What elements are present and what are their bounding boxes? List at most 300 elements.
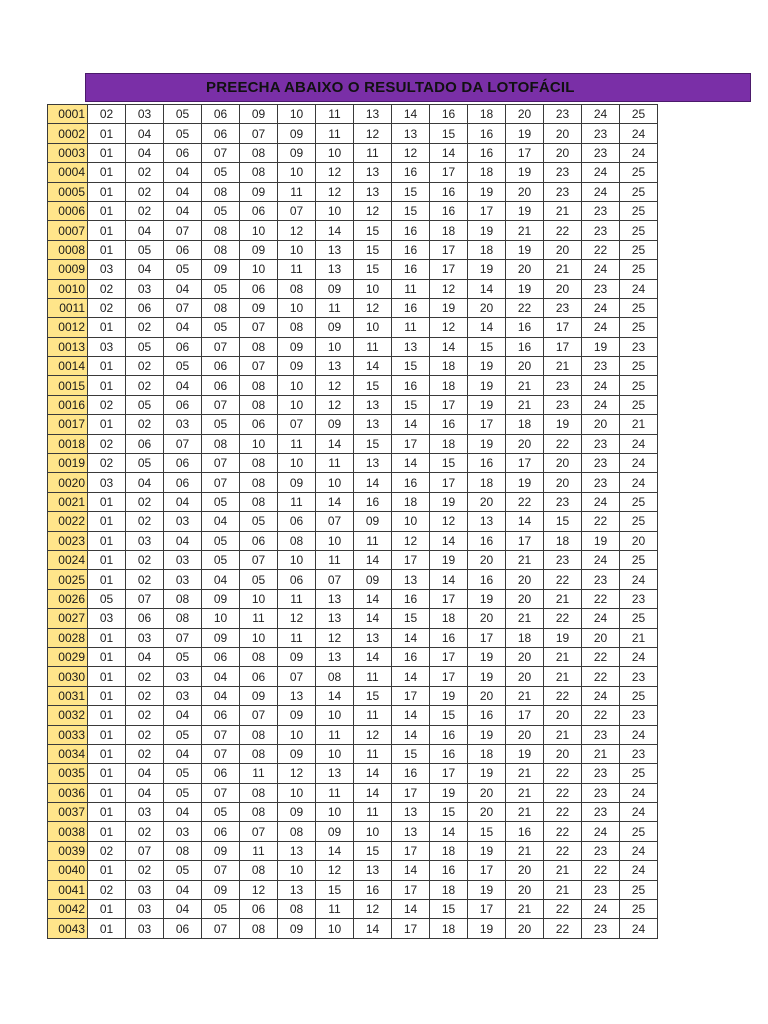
number-cell[interactable]: 06 (164, 395, 202, 414)
number-cell[interactable]: 12 (354, 298, 392, 317)
number-cell[interactable]: 08 (240, 919, 278, 938)
number-cell[interactable]: 24 (620, 473, 658, 492)
number-cell[interactable]: 15 (392, 201, 430, 220)
number-cell[interactable]: 12 (316, 376, 354, 395)
number-cell[interactable]: 18 (430, 880, 468, 899)
number-cell[interactable]: 25 (620, 298, 658, 317)
number-cell[interactable]: 11 (278, 434, 316, 453)
number-cell[interactable]: 10 (354, 318, 392, 337)
number-cell[interactable]: 25 (620, 492, 658, 511)
number-cell[interactable]: 23 (544, 105, 582, 124)
number-cell[interactable]: 20 (468, 609, 506, 628)
number-cell[interactable]: 17 (392, 783, 430, 802)
number-cell[interactable]: 04 (202, 512, 240, 531)
number-cell[interactable]: 19 (506, 163, 544, 182)
number-cell[interactable]: 19 (468, 667, 506, 686)
number-cell[interactable]: 24 (582, 395, 620, 414)
row-number[interactable]: 0011 (48, 298, 88, 317)
number-cell[interactable]: 02 (126, 667, 164, 686)
number-cell[interactable]: 03 (126, 803, 164, 822)
number-cell[interactable]: 15 (354, 240, 392, 259)
number-cell[interactable]: 24 (620, 143, 658, 162)
number-cell[interactable]: 20 (506, 105, 544, 124)
number-cell[interactable]: 19 (506, 473, 544, 492)
number-cell[interactable]: 24 (620, 841, 658, 860)
row-number[interactable]: 0014 (48, 357, 88, 376)
number-cell[interactable]: 11 (316, 900, 354, 919)
number-cell[interactable]: 07 (278, 415, 316, 434)
row-number[interactable]: 0019 (48, 454, 88, 473)
number-cell[interactable]: 01 (88, 667, 126, 686)
number-cell[interactable]: 08 (240, 725, 278, 744)
number-cell[interactable]: 24 (582, 298, 620, 317)
number-cell[interactable]: 19 (506, 744, 544, 763)
number-cell[interactable]: 25 (620, 357, 658, 376)
number-cell[interactable]: 24 (582, 609, 620, 628)
number-cell[interactable]: 07 (278, 201, 316, 220)
number-cell[interactable]: 02 (88, 298, 126, 317)
number-cell[interactable]: 23 (544, 376, 582, 395)
number-cell[interactable]: 02 (126, 744, 164, 763)
number-cell[interactable]: 11 (354, 667, 392, 686)
number-cell[interactable]: 11 (278, 182, 316, 201)
number-cell[interactable]: 17 (430, 647, 468, 666)
number-cell[interactable]: 18 (468, 105, 506, 124)
number-cell[interactable]: 13 (316, 647, 354, 666)
number-cell[interactable]: 02 (126, 201, 164, 220)
number-cell[interactable]: 22 (582, 706, 620, 725)
row-number[interactable]: 0041 (48, 880, 88, 899)
number-cell[interactable]: 13 (392, 570, 430, 589)
number-cell[interactable]: 09 (278, 706, 316, 725)
row-number[interactable]: 0039 (48, 841, 88, 860)
number-cell[interactable]: 18 (544, 531, 582, 550)
number-cell[interactable]: 13 (316, 260, 354, 279)
number-cell[interactable]: 08 (240, 803, 278, 822)
number-cell[interactable]: 01 (88, 531, 126, 550)
number-cell[interactable]: 08 (240, 783, 278, 802)
number-cell[interactable]: 13 (354, 163, 392, 182)
number-cell[interactable]: 25 (620, 764, 658, 783)
number-cell[interactable]: 20 (506, 667, 544, 686)
number-cell[interactable]: 16 (392, 589, 430, 608)
number-cell[interactable]: 05 (240, 512, 278, 531)
number-cell[interactable]: 13 (354, 415, 392, 434)
number-cell[interactable]: 13 (354, 105, 392, 124)
number-cell[interactable]: 06 (202, 764, 240, 783)
number-cell[interactable]: 01 (88, 201, 126, 220)
number-cell[interactable]: 02 (126, 492, 164, 511)
number-cell[interactable]: 15 (392, 395, 430, 414)
number-cell[interactable]: 16 (392, 260, 430, 279)
number-cell[interactable]: 10 (278, 550, 316, 569)
number-cell[interactable]: 19 (544, 628, 582, 647)
number-cell[interactable]: 11 (278, 492, 316, 511)
number-cell[interactable]: 14 (354, 609, 392, 628)
number-cell[interactable]: 04 (164, 880, 202, 899)
number-cell[interactable]: 15 (392, 609, 430, 628)
number-cell[interactable]: 02 (126, 415, 164, 434)
number-cell[interactable]: 20 (544, 240, 582, 259)
number-cell[interactable]: 17 (430, 667, 468, 686)
number-cell[interactable]: 01 (88, 706, 126, 725)
number-cell[interactable]: 22 (544, 783, 582, 802)
number-cell[interactable]: 10 (354, 822, 392, 841)
number-cell[interactable]: 12 (430, 279, 468, 298)
row-number[interactable]: 0036 (48, 783, 88, 802)
number-cell[interactable]: 06 (202, 357, 240, 376)
number-cell[interactable]: 14 (354, 919, 392, 938)
number-cell[interactable]: 25 (620, 221, 658, 240)
number-cell[interactable]: 15 (392, 357, 430, 376)
number-cell[interactable]: 20 (506, 182, 544, 201)
number-cell[interactable]: 13 (392, 803, 430, 822)
number-cell[interactable]: 01 (88, 240, 126, 259)
number-cell[interactable]: 20 (468, 492, 506, 511)
number-cell[interactable]: 08 (316, 667, 354, 686)
number-cell[interactable]: 01 (88, 803, 126, 822)
number-cell[interactable]: 18 (468, 744, 506, 763)
number-cell[interactable]: 10 (278, 240, 316, 259)
number-cell[interactable]: 17 (392, 841, 430, 860)
number-cell[interactable]: 04 (164, 376, 202, 395)
row-number[interactable]: 0004 (48, 163, 88, 182)
row-number[interactable]: 0013 (48, 337, 88, 356)
row-number[interactable]: 0028 (48, 628, 88, 647)
number-cell[interactable]: 04 (202, 667, 240, 686)
number-cell[interactable]: 12 (392, 143, 430, 162)
number-cell[interactable]: 17 (468, 628, 506, 647)
number-cell[interactable]: 12 (316, 861, 354, 880)
number-cell[interactable]: 15 (354, 686, 392, 705)
number-cell[interactable]: 08 (240, 473, 278, 492)
number-cell[interactable]: 21 (506, 395, 544, 414)
number-cell[interactable]: 17 (468, 415, 506, 434)
number-cell[interactable]: 19 (468, 434, 506, 453)
number-cell[interactable]: 04 (164, 744, 202, 763)
number-cell[interactable]: 05 (126, 454, 164, 473)
number-cell[interactable]: 17 (468, 900, 506, 919)
number-cell[interactable]: 05 (164, 124, 202, 143)
number-cell[interactable]: 07 (126, 589, 164, 608)
number-cell[interactable]: 10 (278, 376, 316, 395)
number-cell[interactable]: 19 (506, 124, 544, 143)
number-cell[interactable]: 10 (240, 221, 278, 240)
number-cell[interactable]: 22 (544, 686, 582, 705)
number-cell[interactable]: 06 (240, 279, 278, 298)
number-cell[interactable]: 12 (316, 163, 354, 182)
number-cell[interactable]: 14 (392, 667, 430, 686)
number-cell[interactable]: 05 (164, 647, 202, 666)
number-cell[interactable]: 10 (278, 105, 316, 124)
number-cell[interactable]: 08 (278, 822, 316, 841)
number-cell[interactable]: 10 (354, 279, 392, 298)
number-cell[interactable]: 13 (278, 841, 316, 860)
number-cell[interactable]: 05 (164, 783, 202, 802)
number-cell[interactable]: 10 (392, 512, 430, 531)
number-cell[interactable]: 10 (316, 803, 354, 822)
number-cell[interactable]: 08 (278, 900, 316, 919)
number-cell[interactable]: 05 (126, 240, 164, 259)
number-cell[interactable]: 13 (278, 686, 316, 705)
number-cell[interactable]: 16 (430, 105, 468, 124)
number-cell[interactable]: 18 (392, 492, 430, 511)
number-cell[interactable]: 24 (620, 279, 658, 298)
number-cell[interactable]: 23 (544, 163, 582, 182)
row-number[interactable]: 0023 (48, 531, 88, 550)
number-cell[interactable]: 02 (88, 434, 126, 453)
number-cell[interactable]: 12 (278, 764, 316, 783)
number-cell[interactable]: 03 (126, 105, 164, 124)
number-cell[interactable]: 10 (240, 260, 278, 279)
number-cell[interactable]: 06 (240, 667, 278, 686)
number-cell[interactable]: 12 (278, 221, 316, 240)
number-cell[interactable]: 25 (620, 318, 658, 337)
number-cell[interactable]: 18 (430, 841, 468, 860)
number-cell[interactable]: 04 (126, 473, 164, 492)
number-cell[interactable]: 16 (392, 376, 430, 395)
row-number[interactable]: 0031 (48, 686, 88, 705)
row-number[interactable]: 0012 (48, 318, 88, 337)
number-cell[interactable]: 17 (430, 589, 468, 608)
number-cell[interactable]: 23 (582, 803, 620, 822)
number-cell[interactable]: 23 (582, 221, 620, 240)
number-cell[interactable]: 02 (126, 357, 164, 376)
number-cell[interactable]: 09 (278, 473, 316, 492)
number-cell[interactable]: 05 (202, 415, 240, 434)
number-cell[interactable]: 10 (240, 628, 278, 647)
row-number[interactable]: 0029 (48, 647, 88, 666)
number-cell[interactable]: 05 (164, 260, 202, 279)
number-cell[interactable]: 02 (88, 105, 126, 124)
number-cell[interactable]: 25 (620, 376, 658, 395)
number-cell[interactable]: 13 (354, 861, 392, 880)
number-cell[interactable]: 01 (88, 764, 126, 783)
number-cell[interactable]: 04 (164, 492, 202, 511)
row-number[interactable]: 0009 (48, 260, 88, 279)
row-number[interactable]: 0038 (48, 822, 88, 841)
number-cell[interactable]: 21 (544, 589, 582, 608)
number-cell[interactable]: 16 (430, 744, 468, 763)
number-cell[interactable]: 24 (620, 434, 658, 453)
row-number[interactable]: 0024 (48, 550, 88, 569)
number-cell[interactable]: 18 (468, 240, 506, 259)
number-cell[interactable]: 09 (202, 589, 240, 608)
number-cell[interactable]: 03 (164, 667, 202, 686)
number-cell[interactable]: 07 (316, 570, 354, 589)
number-cell[interactable]: 02 (126, 550, 164, 569)
number-cell[interactable]: 07 (202, 473, 240, 492)
number-cell[interactable]: 25 (620, 880, 658, 899)
number-cell[interactable]: 02 (88, 279, 126, 298)
number-cell[interactable]: 11 (278, 628, 316, 647)
number-cell[interactable]: 15 (468, 822, 506, 841)
number-cell[interactable]: 03 (164, 686, 202, 705)
number-cell[interactable]: 16 (392, 764, 430, 783)
number-cell[interactable]: 14 (430, 337, 468, 356)
number-cell[interactable]: 20 (506, 725, 544, 744)
number-cell[interactable]: 20 (544, 706, 582, 725)
number-cell[interactable]: 06 (202, 124, 240, 143)
number-cell[interactable]: 19 (468, 647, 506, 666)
number-cell[interactable]: 21 (582, 744, 620, 763)
number-cell[interactable]: 16 (392, 221, 430, 240)
number-cell[interactable]: 02 (88, 841, 126, 860)
number-cell[interactable]: 25 (620, 182, 658, 201)
number-cell[interactable]: 09 (316, 822, 354, 841)
number-cell[interactable]: 11 (316, 298, 354, 317)
number-cell[interactable]: 16 (354, 880, 392, 899)
number-cell[interactable]: 16 (468, 706, 506, 725)
number-cell[interactable]: 20 (506, 434, 544, 453)
number-cell[interactable]: 09 (240, 686, 278, 705)
number-cell[interactable]: 14 (392, 725, 430, 744)
row-number[interactable]: 0005 (48, 182, 88, 201)
number-cell[interactable]: 23 (582, 841, 620, 860)
number-cell[interactable]: 15 (430, 454, 468, 473)
number-cell[interactable]: 08 (164, 589, 202, 608)
number-cell[interactable]: 25 (620, 163, 658, 182)
number-cell[interactable]: 16 (392, 240, 430, 259)
number-cell[interactable]: 19 (468, 725, 506, 744)
number-cell[interactable]: 14 (392, 454, 430, 473)
number-cell[interactable]: 06 (240, 415, 278, 434)
number-cell[interactable]: 11 (240, 764, 278, 783)
number-cell[interactable]: 19 (506, 279, 544, 298)
number-cell[interactable]: 09 (240, 298, 278, 317)
number-cell[interactable]: 20 (506, 919, 544, 938)
number-cell[interactable]: 20 (468, 803, 506, 822)
number-cell[interactable]: 21 (506, 609, 544, 628)
number-cell[interactable]: 08 (202, 240, 240, 259)
number-cell[interactable]: 24 (582, 492, 620, 511)
number-cell[interactable]: 23 (582, 764, 620, 783)
number-cell[interactable]: 23 (620, 744, 658, 763)
number-cell[interactable]: 07 (164, 628, 202, 647)
number-cell[interactable]: 14 (392, 900, 430, 919)
number-cell[interactable]: 14 (468, 279, 506, 298)
number-cell[interactable]: 07 (240, 318, 278, 337)
number-cell[interactable]: 05 (202, 900, 240, 919)
number-cell[interactable]: 01 (88, 861, 126, 880)
number-cell[interactable]: 10 (278, 861, 316, 880)
number-cell[interactable]: 06 (278, 570, 316, 589)
number-cell[interactable]: 09 (278, 337, 316, 356)
number-cell[interactable]: 05 (240, 570, 278, 589)
number-cell[interactable]: 19 (468, 764, 506, 783)
number-cell[interactable]: 14 (316, 841, 354, 860)
number-cell[interactable]: 23 (544, 298, 582, 317)
number-cell[interactable]: 10 (316, 744, 354, 763)
number-cell[interactable]: 07 (164, 221, 202, 240)
number-cell[interactable]: 16 (430, 182, 468, 201)
row-number[interactable]: 0022 (48, 512, 88, 531)
number-cell[interactable]: 09 (278, 124, 316, 143)
number-cell[interactable]: 19 (468, 841, 506, 860)
number-cell[interactable]: 09 (240, 105, 278, 124)
number-cell[interactable]: 21 (544, 667, 582, 686)
number-cell[interactable]: 17 (392, 919, 430, 938)
number-cell[interactable]: 23 (582, 279, 620, 298)
number-cell[interactable]: 04 (202, 686, 240, 705)
number-cell[interactable]: 22 (544, 919, 582, 938)
number-cell[interactable]: 20 (506, 647, 544, 666)
number-cell[interactable]: 12 (278, 609, 316, 628)
number-cell[interactable]: 15 (392, 744, 430, 763)
number-cell[interactable]: 10 (316, 706, 354, 725)
number-cell[interactable]: 03 (88, 260, 126, 279)
number-cell[interactable]: 19 (582, 337, 620, 356)
number-cell[interactable]: 24 (582, 163, 620, 182)
number-cell[interactable]: 22 (582, 512, 620, 531)
number-cell[interactable]: 13 (316, 764, 354, 783)
number-cell[interactable]: 21 (544, 357, 582, 376)
number-cell[interactable]: 17 (468, 201, 506, 220)
number-cell[interactable]: 05 (164, 861, 202, 880)
number-cell[interactable]: 02 (126, 182, 164, 201)
row-number[interactable]: 0032 (48, 706, 88, 725)
number-cell[interactable]: 07 (202, 919, 240, 938)
number-cell[interactable]: 23 (582, 880, 620, 899)
number-cell[interactable]: 23 (620, 667, 658, 686)
number-cell[interactable]: 08 (240, 454, 278, 473)
number-cell[interactable]: 21 (620, 628, 658, 647)
number-cell[interactable]: 21 (506, 221, 544, 240)
number-cell[interactable]: 04 (164, 201, 202, 220)
number-cell[interactable]: 24 (620, 647, 658, 666)
number-cell[interactable]: 03 (164, 822, 202, 841)
row-number[interactable]: 0001 (48, 105, 88, 124)
number-cell[interactable]: 02 (126, 376, 164, 395)
number-cell[interactable]: 09 (316, 318, 354, 337)
number-cell[interactable]: 21 (544, 647, 582, 666)
number-cell[interactable]: 08 (240, 337, 278, 356)
number-cell[interactable]: 09 (278, 143, 316, 162)
number-cell[interactable]: 03 (164, 415, 202, 434)
number-cell[interactable]: 01 (88, 182, 126, 201)
number-cell[interactable]: 06 (202, 706, 240, 725)
number-cell[interactable]: 07 (240, 822, 278, 841)
number-cell[interactable]: 24 (582, 822, 620, 841)
number-cell[interactable]: 07 (202, 454, 240, 473)
number-cell[interactable]: 23 (582, 919, 620, 938)
row-number[interactable]: 0006 (48, 201, 88, 220)
number-cell[interactable]: 16 (468, 454, 506, 473)
number-cell[interactable]: 09 (316, 279, 354, 298)
number-cell[interactable]: 23 (582, 434, 620, 453)
number-cell[interactable]: 21 (544, 725, 582, 744)
number-cell[interactable]: 10 (278, 163, 316, 182)
number-cell[interactable]: 25 (620, 240, 658, 259)
number-cell[interactable]: 16 (468, 570, 506, 589)
number-cell[interactable]: 03 (126, 919, 164, 938)
row-number[interactable]: 0030 (48, 667, 88, 686)
number-cell[interactable]: 06 (202, 105, 240, 124)
number-cell[interactable]: 12 (430, 318, 468, 337)
number-cell[interactable]: 22 (582, 589, 620, 608)
number-cell[interactable]: 19 (468, 221, 506, 240)
number-cell[interactable]: 01 (88, 415, 126, 434)
number-cell[interactable]: 13 (278, 880, 316, 899)
number-cell[interactable]: 19 (468, 589, 506, 608)
number-cell[interactable]: 17 (544, 337, 582, 356)
number-cell[interactable]: 18 (430, 434, 468, 453)
number-cell[interactable]: 08 (240, 376, 278, 395)
number-cell[interactable]: 23 (620, 706, 658, 725)
number-cell[interactable]: 13 (354, 628, 392, 647)
number-cell[interactable]: 18 (430, 609, 468, 628)
number-cell[interactable]: 06 (202, 822, 240, 841)
